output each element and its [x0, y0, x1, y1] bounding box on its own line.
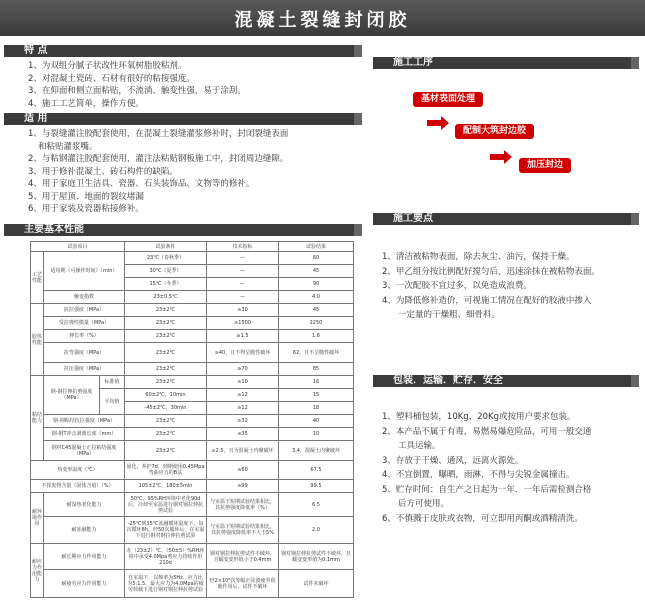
process-step-2: 配制大筑封边胶	[455, 124, 534, 139]
table-cell: 适用期（可操作时间）（min）	[44, 252, 125, 291]
table-cell: 23±2℃	[125, 343, 207, 363]
table-cell: 18	[279, 402, 354, 415]
table-row	[31, 330, 354, 343]
table-cell: 3.4，混凝土内聚破坏	[279, 441, 354, 461]
table-header: 技术指标	[207, 242, 279, 252]
list-item: 3、存放于干燥、通风，远离火源处。	[382, 455, 524, 466]
table-cell: -45±2℃，30min	[125, 402, 207, 415]
table-cell: 热变形温度（℃）	[31, 461, 125, 480]
table-cell: 45	[279, 304, 354, 317]
table-row	[31, 291, 354, 304]
section-title-packaging: 包装．运输．贮存．安全	[393, 375, 503, 386]
list-item: 3、用于修补混凝土、砖石构件的缺陷。	[28, 166, 178, 177]
table-cell: 在室温下，以频率为5Hz、应力比为5:1.5、最大应力为4.0Mpa的疲劳荷载下进行钢对钢拉伸抗剪试验	[125, 570, 207, 598]
section-bar-features	[4, 45, 362, 57]
table-cell: ≥12	[207, 402, 279, 415]
table-cell: 60±2℃，10min	[125, 389, 207, 402]
table-cell: ≥70	[207, 363, 279, 376]
table-cell: 23±2℃	[125, 428, 207, 441]
table-cell: —	[207, 265, 279, 278]
table-header: 试验项目	[31, 242, 125, 252]
table-cell: —	[207, 278, 279, 291]
features-list	[28, 60, 246, 110]
table-cell: 经2×10⁶次等幅正弦波疲劳荷载作用后，试件不破坏	[207, 570, 279, 598]
table-cell: 85	[279, 363, 354, 376]
list-item: 1、与裂缝灌注胶配套使用，在混凝土裂缝灌浆修补时，封闭裂缝表面	[28, 129, 289, 139]
table-cell: 2.0	[279, 517, 354, 544]
section-bar-usage	[4, 113, 362, 125]
table-cell: ≥1.5	[207, 330, 279, 343]
process-step-1: 基材表面处理	[413, 92, 483, 107]
table-row	[31, 544, 354, 570]
list-item: 后方可使用。	[398, 499, 450, 509]
table-cell: ≥32	[207, 415, 279, 428]
table-row	[31, 304, 354, 317]
packaging-list	[382, 410, 591, 526]
list-item: 5、用于屋顶、地面的裂纹堵漏	[28, 191, 144, 202]
table-cell: ≥1500	[207, 317, 279, 330]
list-item: 2、本产品不属于有毒，易燃易爆危险品，可用一般交通	[382, 426, 592, 437]
table-row	[31, 252, 354, 265]
group-label: 耐应力作用能力	[31, 544, 44, 598]
table-row	[31, 376, 354, 389]
table-cell: 23±2℃	[125, 317, 207, 330]
section-title-features: 特 点	[24, 45, 48, 56]
table-cell: —	[207, 252, 279, 265]
table-cell: 1.6	[279, 330, 354, 343]
group-label: 胶体性能	[31, 304, 44, 376]
section-title-specs: 主要基本性能	[24, 224, 84, 235]
section-title-keypoints: 施工要点	[393, 213, 433, 224]
section-title-usage: 适 用	[24, 113, 48, 124]
table-cell: 受拉弹性模量（MPa）	[44, 317, 125, 330]
table-row	[31, 480, 354, 493]
table-cell: ≥99	[207, 480, 279, 493]
table-cell: 标准值	[100, 376, 125, 389]
section-bar-keypoints	[373, 213, 639, 225]
table-row	[31, 317, 354, 330]
table-cell: 与室温下短期试验结果相比，其抗剪强度降低率不大于5%	[207, 517, 279, 544]
table-cell: 15	[279, 389, 354, 402]
table-cell: ≤35	[207, 428, 279, 441]
table-cell: 钢-钢T冲击剥离长度（mm）	[44, 428, 125, 441]
table-cell: 62，且不呈脆性破坏	[279, 343, 354, 363]
table-cell: 抗弯强度（MPa）	[44, 343, 125, 363]
list-item: 一定量的干燥粗、细骨料。	[398, 310, 501, 320]
table-cell: 30℃（夏季）	[125, 265, 207, 278]
table-cell: 耐冻融能力	[44, 517, 125, 544]
table-header: 试验条件	[125, 242, 207, 252]
list-item: 4、不宜倒置，曝晒，雨淋，不得与尖锐金属撞击。	[382, 470, 575, 480]
table-row	[31, 363, 354, 376]
table-cell: 67.5	[279, 461, 354, 480]
table-cell: 伸长率（%）	[44, 330, 125, 343]
table-cell: 试件未破坏	[279, 570, 354, 598]
table-row	[31, 493, 354, 517]
table-row	[31, 415, 354, 428]
table-row	[31, 517, 354, 544]
table-cell: 耐长期应力作用能力	[44, 544, 125, 570]
table-cell: 23±0.5℃	[125, 291, 207, 304]
table-row	[31, 570, 354, 598]
table-cell: ≥2.5，且为混凝土内聚破坏	[207, 441, 279, 461]
table-cell: 钢-钢拉伸抗剪强度（MPa）	[44, 376, 100, 415]
list-item: 和粘贴灌浆嘴。	[38, 141, 98, 152]
table-cell: 耐疲劳应力作用能力	[44, 570, 125, 598]
table-cell: 6.5	[279, 493, 354, 517]
list-item: 6、不慎溅于皮肤或衣物，可立即用丙酮或酒精清洗。	[382, 513, 583, 524]
table-cell: 90	[279, 278, 354, 291]
table-cell: 10	[279, 428, 354, 441]
arrow-right-icon	[427, 116, 449, 130]
table-header-row	[31, 242, 354, 252]
table-cell: ≥40，且不得呈脆性破坏	[207, 343, 279, 363]
group-label: 粘结能力	[31, 376, 44, 461]
table-cell: —	[207, 291, 279, 304]
list-item: 2、对混凝土瓷砖、石材有很好的粘接强度。	[28, 73, 195, 84]
table-cell: 2250	[279, 317, 354, 330]
table-cell: 钢对钢拉伸抗剪试件不破坏，且蠕变变形值为0.1mm	[279, 544, 354, 570]
list-item: 1、塑料桶包装，10Kg、20Kg或按用户要求包装。	[382, 412, 576, 422]
table-cell: ≥12	[207, 389, 279, 402]
table-cell: ≥60	[207, 461, 279, 480]
list-item: 6、用于家装及瓷器粘接修补。	[28, 204, 144, 214]
table-cell: 抗压强度（MPa）	[44, 363, 125, 376]
process-step-3: 加压封边	[519, 158, 571, 173]
table-cell: 23±2℃	[125, 376, 207, 389]
list-item: 1、为双组分腻子状改性环氧树脂胶粘剂。	[28, 61, 187, 71]
table-cell: 45	[279, 265, 354, 278]
table-cell: 23±2℃	[125, 441, 207, 461]
table-cell: 钢对钢拉伸抗剪试件不破坏，且蠕变变形值小于0.4mm	[207, 544, 279, 570]
table-cell: 在（23±2）℃、（50±5）%RH环境中承受4.0Mpa剪应力持续作用210d	[125, 544, 207, 570]
table-cell: 钢材C45混凝土正拉粘结强度（MPa）	[44, 441, 125, 461]
spec-table	[30, 241, 354, 598]
table-cell: 钢-钢粘结抗拉强度（MPa）	[44, 415, 125, 428]
table-cell: 平均值	[100, 389, 125, 415]
list-item: 4、施工工艺简单，操作方便。	[28, 98, 144, 109]
table-cell: 不挥发物含量（固体含量）（%）	[31, 480, 125, 493]
list-item: 1、清洁被粘物表面，除去灰尘、油污，保持干燥。	[382, 252, 575, 262]
table-cell: -25℃到35℃冻融循环温度下，每次循环8h，经50次循环后，在室温下进行钢对钢拉伸抗剪试验	[125, 517, 207, 544]
table-row	[31, 428, 354, 441]
page-title: 混凝土裂缝封闭胶	[234, 10, 411, 31]
section-bar-packaging	[373, 375, 639, 387]
table-row	[31, 461, 354, 480]
table-cell: 40	[279, 415, 354, 428]
table-cell: 23℃（春秋季）	[125, 252, 207, 265]
section-bar-specs	[4, 224, 362, 236]
table-cell: 60	[279, 252, 354, 265]
table-cell: 16	[279, 376, 354, 389]
section-bar-process	[373, 57, 639, 69]
arrow-right-icon	[490, 150, 512, 164]
list-item: 4、为降低修补造价，可视施工情况在配好的胶液中掺入	[382, 295, 592, 306]
table-row	[31, 441, 354, 461]
list-item: 4、用于家庭卫生洁具、瓷器、石头装饰品、文物等的修补。	[28, 179, 255, 189]
list-item: 3、在仰面和侧立面粘贴，不流淌、触变性强，易于涂刮。	[28, 86, 246, 96]
list-item: 3、一次配胶不宜过多，以免造成浪费。	[382, 281, 532, 291]
table-cell: 触变指数	[44, 291, 125, 304]
table-cell: 105±2℃，180±5min	[125, 480, 207, 493]
list-item: 2、甲乙组分按比例配好搅匀后，迅速涂抹在被粘物表面。	[382, 266, 600, 277]
group-label: 工艺性能	[31, 252, 44, 304]
section-title-process: 施工工序	[393, 57, 433, 68]
table-cell: 23±2℃	[125, 415, 207, 428]
table-header: 试验结果	[279, 242, 354, 252]
list-item: 5、贮存时间：自生产之日起为一年．一年后需检测合格	[382, 484, 592, 495]
keypoints-list	[382, 250, 600, 323]
table-cell: 与室温下短期试验结果相比，其抗剪强度降低率（%）	[207, 493, 279, 517]
group-label: 耐环境作用	[31, 493, 44, 544]
table-cell: 4.0	[279, 291, 354, 304]
table-cell: 23±2℃	[125, 363, 207, 376]
list-item: 2、与粘钢灌注胶配套使用，灌注法粘贴钢板施工中，封闭周边缝隙。	[28, 154, 289, 164]
list-item: 工具运输。	[398, 441, 441, 451]
table-cell: ≥30	[207, 304, 279, 317]
header-banner	[0, 0, 645, 36]
table-cell: 50℃、95%RH环境中老化90d后，冷却至室温进行钢对钢拉伸抗剪试验	[125, 493, 207, 517]
table-cell: 23±2℃	[125, 304, 207, 317]
table-cell: 15℃（冬季）	[125, 278, 207, 291]
table-cell: ≥10	[207, 376, 279, 389]
table-cell: 固化，养护7d，到期使用0.45Mpa弯曲应力的B法	[125, 461, 207, 480]
table-row	[31, 343, 354, 363]
table-cell: 耐湿热老化能力	[44, 493, 125, 517]
table-cell: 23±2℃	[125, 330, 207, 343]
table-cell: 抗拉强度（MPa）	[44, 304, 125, 317]
usage-list	[28, 128, 288, 216]
table-cell: 99.5	[279, 480, 354, 493]
